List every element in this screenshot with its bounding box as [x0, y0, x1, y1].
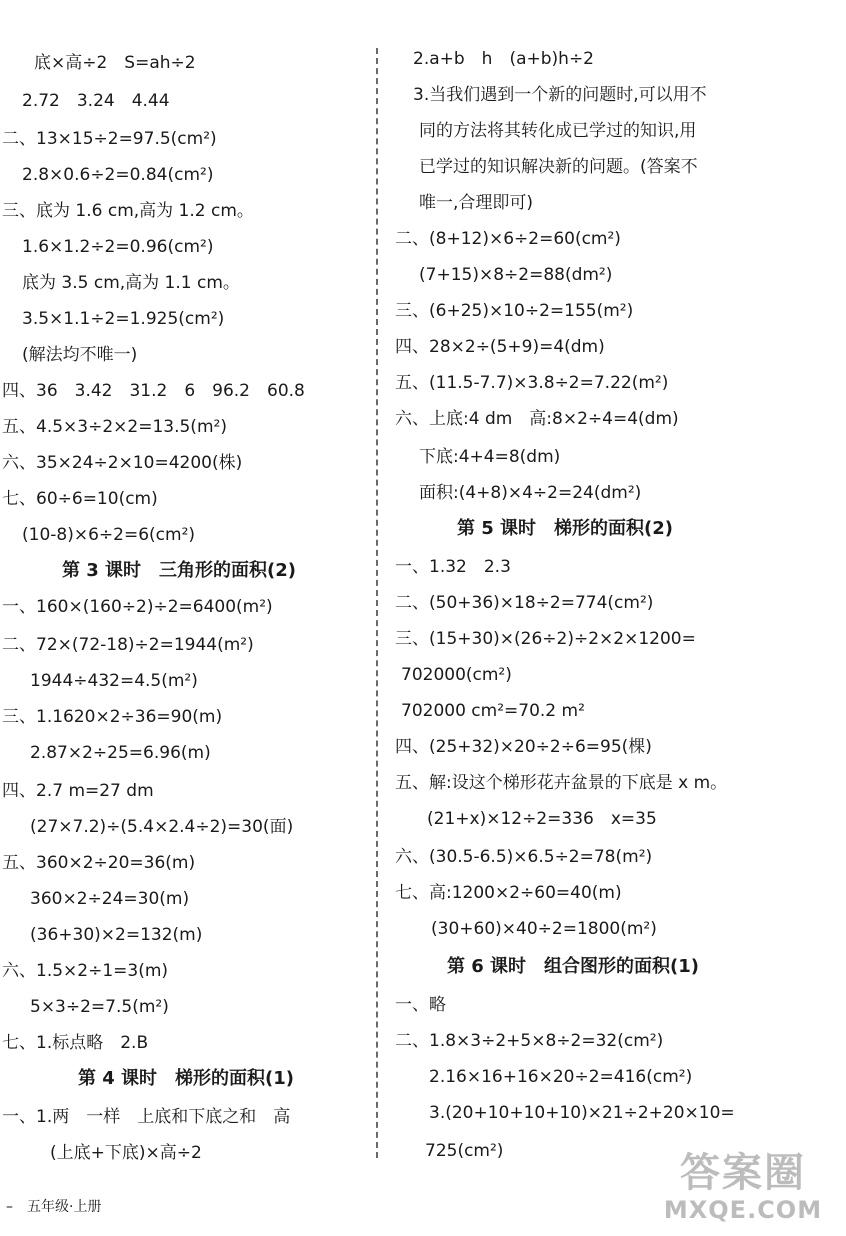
answer-line: 四、(25+32)×20÷2÷6=95(棵) — [395, 737, 652, 757]
answer-line: (上底+下底)×高÷2 — [50, 1143, 202, 1163]
answer-line: (解法均不唯一) — [22, 345, 138, 365]
answer-line: (27×7.2)÷(5.4×2.4÷2)=30(面) — [30, 817, 294, 837]
answer-line: 2.16×16+16×20÷2=416(cm²) — [429, 1067, 693, 1087]
section-title: 第 5 课时 梯形的面积(2) — [457, 518, 674, 539]
answer-line: 底为 3.5 cm,高为 1.1 cm。 — [22, 273, 240, 293]
answer-line: 一、1.两 一样 上底和下底之和 高 — [2, 1107, 291, 1127]
answer-line: 底×高÷2 S=ah÷2 — [34, 53, 196, 73]
page-footer: – 五年级·上册 — [6, 1199, 102, 1215]
answer-line: 5×3÷2=7.5(m²) — [30, 997, 169, 1017]
answer-line: 1.6×1.2÷2=0.96(cm²) — [22, 237, 214, 257]
answer-line: 725(cm²) — [425, 1141, 504, 1161]
answer-line: 2.72 3.24 4.44 — [22, 91, 170, 111]
watermark-text: 答案圈 — [680, 1150, 806, 1196]
answer-line: 702000 cm²=70.2 m² — [401, 701, 585, 721]
watermark-url: MXQE.COM — [663, 1196, 823, 1224]
answer-line: 三、底为 1.6 cm,高为 1.2 cm。 — [2, 201, 254, 221]
answer-line: 七、1.标点略 2.B — [2, 1033, 149, 1053]
answer-line: 七、60÷6=10(cm) — [2, 489, 158, 509]
answer-line: 二、72×(72-18)÷2=1944(m²) — [2, 635, 254, 655]
section-title: 第 4 课时 梯形的面积(1) — [78, 1068, 295, 1089]
answer-line: 唯一,合理即可) — [419, 193, 534, 213]
answer-line: 1944÷432=4.5(m²) — [30, 671, 198, 691]
answer-line: 七、高:1200×2÷60=40(m) — [395, 883, 622, 903]
answer-line: (30+60)×40÷2=1800(m²) — [431, 919, 657, 939]
answer-line: 三、(15+30)×(26÷2)÷2×2×1200= — [395, 629, 696, 649]
answer-line: 2.87×2÷25=6.96(m) — [30, 743, 211, 763]
answer-line: 2.8×0.6÷2=0.84(cm²) — [22, 165, 214, 185]
answer-line: (10-8)×6÷2=6(cm²) — [22, 525, 196, 545]
answer-line: 3.当我们遇到一个新的问题时,可以用不 — [413, 85, 707, 105]
answer-line: 五、(11.5-7.7)×3.8÷2=7.22(m²) — [395, 373, 669, 393]
answer-line: 面积:(4+8)×4÷2=24(dm²) — [419, 483, 642, 503]
answer-line: 下底:4+4=8(dm) — [419, 447, 561, 467]
answer-line: (7+15)×8÷2=88(dm²) — [419, 265, 613, 285]
answer-line: 3.(20+10+10+10)×21÷2+20×10= — [429, 1103, 735, 1123]
answer-line: 六、(30.5-6.5)×6.5÷2=78(m²) — [395, 847, 653, 867]
answer-line: 三、1.1620×2÷36=90(m) — [2, 707, 223, 727]
answer-line: 四、28×2÷(5+9)=4(dm) — [395, 337, 605, 357]
answer-line: 3.5×1.1÷2=1.925(cm²) — [22, 309, 225, 329]
answer-line: 702000(cm²) — [401, 665, 512, 685]
answer-line: 2.a+b h (a+b)h÷2 — [413, 49, 594, 69]
answer-line: 三、(6+25)×10÷2=155(m²) — [395, 301, 634, 321]
answer-line: 二、1.8×3÷2+5×8÷2=32(cm²) — [395, 1031, 664, 1051]
answer-line: 已学过的知识解决新的问题。(答案不 — [419, 157, 698, 177]
answer-line: 同的方法将其转化成已学过的知识,用 — [419, 121, 697, 141]
answer-line: 一、160×(160÷2)÷2=6400(m²) — [2, 597, 273, 617]
answer-line: (36+30)×2=132(m) — [30, 925, 203, 945]
answer-line: 四、36 3.42 31.2 6 96.2 60.8 — [2, 381, 305, 401]
answer-line: 一、略 — [395, 995, 446, 1015]
answer-line: 二、(8+12)×6÷2=60(cm²) — [395, 229, 621, 249]
answer-line: 360×2÷24=30(m) — [30, 889, 190, 909]
answer-line: 六、1.5×2÷1=3(m) — [2, 961, 169, 981]
watermark-logo — [648, 1150, 838, 1230]
answer-line: 四、2.7 m=27 dm — [2, 781, 154, 801]
column-divider — [376, 48, 378, 1158]
answer-line: 六、上底:4 dm 高:8×2÷4=4(dm) — [395, 409, 679, 429]
answer-line: (21+x)×12÷2=336 x=35 — [427, 809, 657, 829]
answer-line: 五、解:设这个梯形花卉盆景的下底是 x m。 — [395, 773, 728, 793]
answer-line: 五、4.5×3÷2×2=13.5(m²) — [2, 417, 227, 437]
section-title: 第 3 课时 三角形的面积(2) — [62, 560, 297, 581]
answer-line: 二、(50+36)×18÷2=774(cm²) — [395, 593, 654, 613]
section-title: 第 6 课时 组合图形的面积(1) — [447, 956, 700, 977]
answer-line: 二、13×15÷2=97.5(cm²) — [2, 129, 217, 149]
answer-line: 五、360×2÷20=36(m) — [2, 853, 196, 873]
answer-line: 六、35×24÷2×10=4200(株) — [2, 453, 243, 473]
answer-line: 一、1.32 2.3 — [395, 557, 511, 577]
